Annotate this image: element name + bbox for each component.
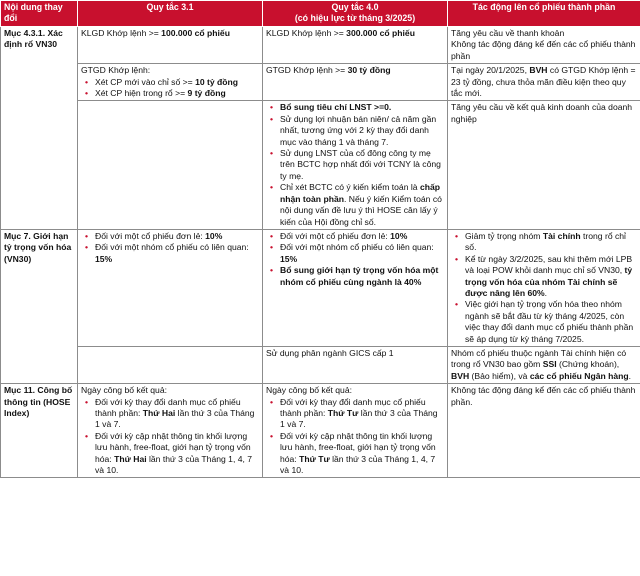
list-item: • Bổ sung tiêu chí LNST >=0.: [280, 102, 444, 113]
list-item: • Kể từ ngày 3/2/2025, sau khi thêm mới LPB và loại POW khỏi danh mục chỉ số VN30, tỷ trọng vốn hóa của nhóm Tài chính sẽ được nâng lên 60%.: [465, 254, 637, 300]
impact-cell: Tại ngày 20/1/2025, BVH có GTGD Khớp lệnh = 23 tỷ đồng, chưa thỏa mãn điều kiện theo quy tắc mới.: [448, 64, 640, 101]
section-label-disclosure: Mục 11. Công bố thông tin (HOSE Index): [1, 384, 78, 478]
list-item: • Chỉ xét BCTC có ý kiến kiểm toán là chấp nhận toàn phần. Nếu ý kiến Kiểm toán có nội dung vấn đề lưu ý thì HOSE cân lấy ý kiến của Hội đồng chỉ số.: [280, 182, 444, 228]
rule31-cell-empty: [78, 101, 263, 229]
list-item: • Đối với một nhóm cổ phiếu có liên quan: 15%: [280, 242, 444, 265]
table-row: [1, 101, 640, 229]
header-rule-3-1: Quy tắc 3.1: [78, 1, 263, 27]
list-item: • Đối với kỳ thay đổi danh mục cổ phiếu thành phần: Thứ Hai lần thứ 3 của Tháng 1 và 7.: [95, 397, 259, 431]
list-item: • Giảm tỷ trọng nhóm Tài chính trong rổ chỉ số.: [465, 231, 637, 254]
rule40-cell: Sử dụng phân ngành GICS cấp 1: [263, 346, 448, 383]
list-item: • Bổ sung giới hạn tỷ trọng vốn hóa một nhóm cổ phiếu cùng ngành là 40%: [280, 265, 444, 288]
list-item: • Đối với kỳ thay đổi danh mục cổ phiếu thành phần: Thứ Tư lần thứ 3 của Tháng 1 và 7.: [280, 397, 444, 431]
rule40-cell: Ngày công bố kết quả: • Đối với kỳ thay đổi danh mục cổ phiếu thành phần: Thứ Tư lần thứ 3 của Tháng 1 và 7. • Đối với kỳ cập nhật thông tin khối lượng lưu hành, free-float, giới hạn tỷ trọng vốn hóa: Thứ Tư lần thứ 3 của Tháng 1, 4, 7 và 10.: [263, 384, 448, 478]
list-item: • Sử dụng lợi nhuận bán niên/ cả năm gần nhất, tương ứng với 2 kỳ thay đổi danh mục vào tháng 1 và tháng 7.: [280, 114, 444, 148]
rule40-cell: [263, 101, 448, 229]
rule31-cell-empty: [78, 346, 263, 383]
table-row: [1, 346, 640, 383]
impact-cell: Nhóm cổ phiếu thuộc ngành Tài chính hiện có trong rổ VN30 bao gồm SSI (Chứng khoán), BVH (Bảo hiểm), và các cổ phiếu Ngân hàng.: [448, 346, 640, 383]
list-item: • Sử dụng LNST của cổ đông công ty mẹ trên BCTC hợp nhất đối với TCNY là công ty mẹ.: [280, 148, 444, 182]
impact-cell: Tăng yêu cầu về thanh khoản Không tác động đáng kể đến các cổ phiếu thành phần: [448, 27, 640, 64]
impact-cell: Tăng yêu cầu về kết quả kinh doanh của doanh nghiệp: [448, 101, 640, 229]
table-row: [1, 384, 640, 478]
list-item: • Đối với một cổ phiếu đơn lẻ: 10%: [95, 231, 259, 242]
table-row: [1, 229, 640, 346]
section-label-cap-weight: Mục 7. Giới hạn tỷ trọng vốn hóa (VN30): [1, 229, 78, 383]
impact-cell: Không tác động đáng kể đến các cổ phiếu thành phần.: [448, 384, 640, 478]
list-item: • Xét CP hiện trong rổ >= 9 tỷ đồng: [95, 88, 259, 99]
list-item: • Đối với kỳ cập nhật thông tin khối lượng lưu hành, free-float, giới hạn tỷ trọng vốn hóa: Thứ Hai lần thứ 3 của Tháng 1, 4, 7 và 10.: [95, 431, 259, 477]
header-row: [1, 1, 640, 27]
list-item: • Xét CP mới vào chỉ số >= 10 tỷ đồng: [95, 77, 259, 88]
rule31-cell: KLGD Khớp lệnh >= 100.000 cổ phiếu: [78, 27, 263, 64]
header-rule-4-0: Quy tắc 4.0 (có hiệu lực từ tháng 3/2025): [263, 1, 448, 27]
rule40-cell: GTGD Khớp lệnh >= 30 tỷ đồng: [263, 64, 448, 101]
rule31-cell: Ngày công bố kết quả: • Đối với kỳ thay đổi danh mục cổ phiếu thành phần: Thứ Hai lần thứ 3 của Tháng 1 và 7. • Đối với kỳ cập nhật thông tin khối lượng lưu hành, free-float, giới hạn tỷ trọng vốn hóa: Thứ Hai lần thứ 3 của Tháng 1, 4, 7 và 10.: [78, 384, 263, 478]
header-impact: Tác động lên cổ phiếu thành phần: [448, 1, 640, 27]
rule31-cell: [78, 229, 263, 346]
list-item: • Việc giới hạn tỷ trọng vốn hóa theo nhóm ngành sẽ bắt đầu từ kỳ tháng 4/2025, còn việc thay đổi danh mục cổ phiếu thành phần sẽ áp dụng từ kỳ tháng 7/2025.: [465, 299, 637, 345]
list-item: • Đối với một cổ phiếu đơn lẻ: 10%: [280, 231, 444, 242]
impact-cell: [448, 229, 640, 346]
header-change-content: Nội dung thay đổi: [1, 1, 78, 27]
section-label-vn30-basket: Mục 4.3.1. Xác định rổ VN30: [1, 27, 78, 230]
rule40-cell: [263, 229, 448, 346]
table-row: [1, 64, 640, 101]
list-item: • Đối với kỳ cập nhật thông tin khối lượng lưu hành, free-float, giới hạn tỷ trọng vốn hóa: Thứ Tư lần thứ 3 của Tháng 1, 4, 7 và 10.: [280, 431, 444, 477]
rule31-cell: GTGD Khớp lệnh: • Xét CP mới vào chỉ số >= 10 tỷ đồng • Xét CP hiện trong rổ >= 9 tỷ đồng: [78, 64, 263, 101]
list-item: • Đối với một nhóm cổ phiếu có liên quan: 15%: [95, 242, 259, 265]
table-row: [1, 27, 640, 64]
rule40-cell: KLGD Khớp lệnh >= 300.000 cổ phiếu: [263, 27, 448, 64]
